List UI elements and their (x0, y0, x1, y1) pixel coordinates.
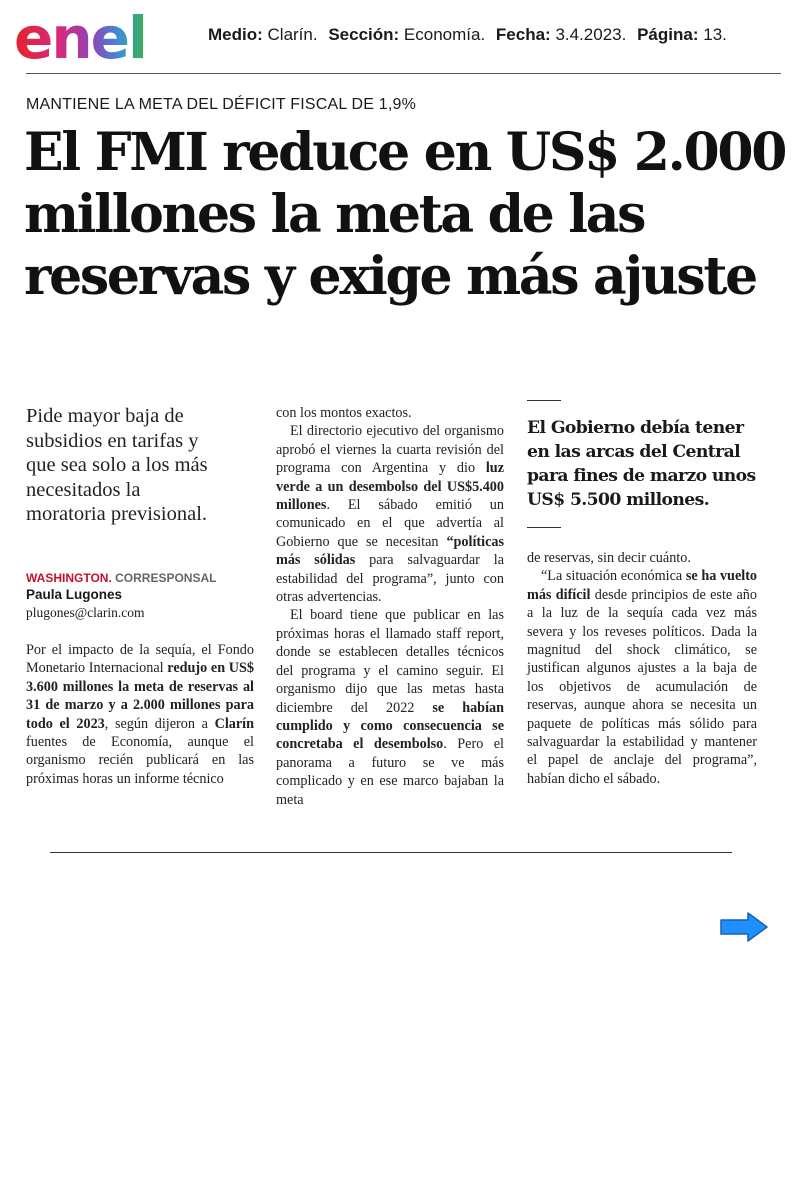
headline-line: reservas y exige más ajuste (24, 246, 756, 307)
deck-line: necesitados la (26, 478, 141, 501)
deck-line: Pide mayor baja de (26, 405, 184, 427)
footer-divider (50, 852, 732, 853)
pullquote-line: El Gobierno debía tener (527, 418, 744, 438)
pullquote-line: US$ 5.500 millones. (527, 490, 710, 510)
dateline-city: WASHINGTON. (26, 571, 112, 585)
article-column-2 (276, 404, 504, 809)
author-name: Paula Lugones (26, 587, 123, 602)
pullquote-line: para fines de marzo unos (527, 466, 756, 486)
pagina-value: 13. (703, 25, 727, 44)
medio-label: Medio: (208, 25, 263, 44)
enel-logo (14, 6, 184, 68)
author-email[interactable]: plugones@clarin.com (26, 605, 145, 620)
paragraph: El directorio ejecutivo del organismo aprobó el viernes la cuarta revisión del programa con Argentina y dio luz verde a un desembolso del US$5.400 millones. El sábado emitió un comunicado en el que advertía al Gobierno que se necesitan “políticas más sólidas para salvaguardar la estabilidad del programa”, junto con otras advertencias. (276, 423, 504, 606)
deck-line: que sea solo a los más (26, 454, 208, 476)
pullquote (527, 416, 762, 512)
medio-value: Clarín. (267, 25, 318, 44)
article-deck (26, 404, 254, 527)
pullquote-rule-bottom (527, 527, 561, 528)
pullquote-rule-top (527, 400, 561, 401)
arrow-right-icon[interactable] (718, 911, 770, 943)
article-column-3 (527, 549, 757, 788)
article-kicker: MANTIENE LA META DEL DÉFICIT FISCAL DE 1,9% (26, 96, 417, 113)
paragraph: El board tiene que publicar en las próximas horas el llamado staff report, donde se establecen detalles técnicos del programa y el camino seguir. El organismo dijo que las metas hasta diciembre del 2022 se habían cumplido y como consecuencia se concretaba el desembolso. Pero el panorama a futuro se ve más complicado y en ese marco bajaban la meta (276, 607, 504, 808)
seccion-value: Economía. (403, 25, 486, 44)
svg-text:enel: enel (14, 6, 146, 68)
article-headline (24, 122, 784, 308)
article-column-1 (26, 641, 254, 788)
pagina-label: Página: (637, 25, 699, 44)
fecha-value: 3.4.2023. (555, 25, 627, 44)
paragraph: con los montos exactos. (276, 405, 412, 421)
headline-line: El FMI reduce en US$ 2.000 (24, 122, 786, 183)
pullquote-line: en las arcas del Central (527, 442, 741, 462)
deck-line: subsidios en tarifas y (26, 429, 199, 452)
paragraph: de reservas, sin decir cuánto. (527, 550, 691, 566)
seccion-label: Sección: (328, 25, 400, 44)
dateline-role: CORRESPONSAL (115, 571, 217, 585)
fecha-label: Fecha: (495, 25, 551, 44)
header-divider (26, 73, 781, 74)
paragraph: Por el impacto de la sequía, el Fondo Monetario Internacional redujo en US$ 3.600 millones la meta de reservas al 31 de marzo y a 2.000 millones para todo el 2023, según dijeron a Clarín fuentes de Economía, aunque el organismo recién publicará en las próximas horas un informe técnico (26, 642, 255, 787)
deck-line: moratoria previsional. (26, 503, 208, 525)
headline-line: millones la meta de las (24, 184, 645, 245)
paragraph: “La situación económica se ha vuelto más difícil desde principios de este año a la luz de la sequía cada vez más severa y los reveses políticos. Dada la magnitud del shock climático, se justifican algunos ajustes a la baja de los objetivos de acumulación de reservas, aunque ahora se necesita un paquete de políticas más sólido para salvaguardar la estabilidad y mantener el papel de anclaje del programa”, habían dicho el sábado. (527, 568, 758, 787)
publication-metadata (208, 25, 727, 45)
dateline (26, 571, 216, 585)
